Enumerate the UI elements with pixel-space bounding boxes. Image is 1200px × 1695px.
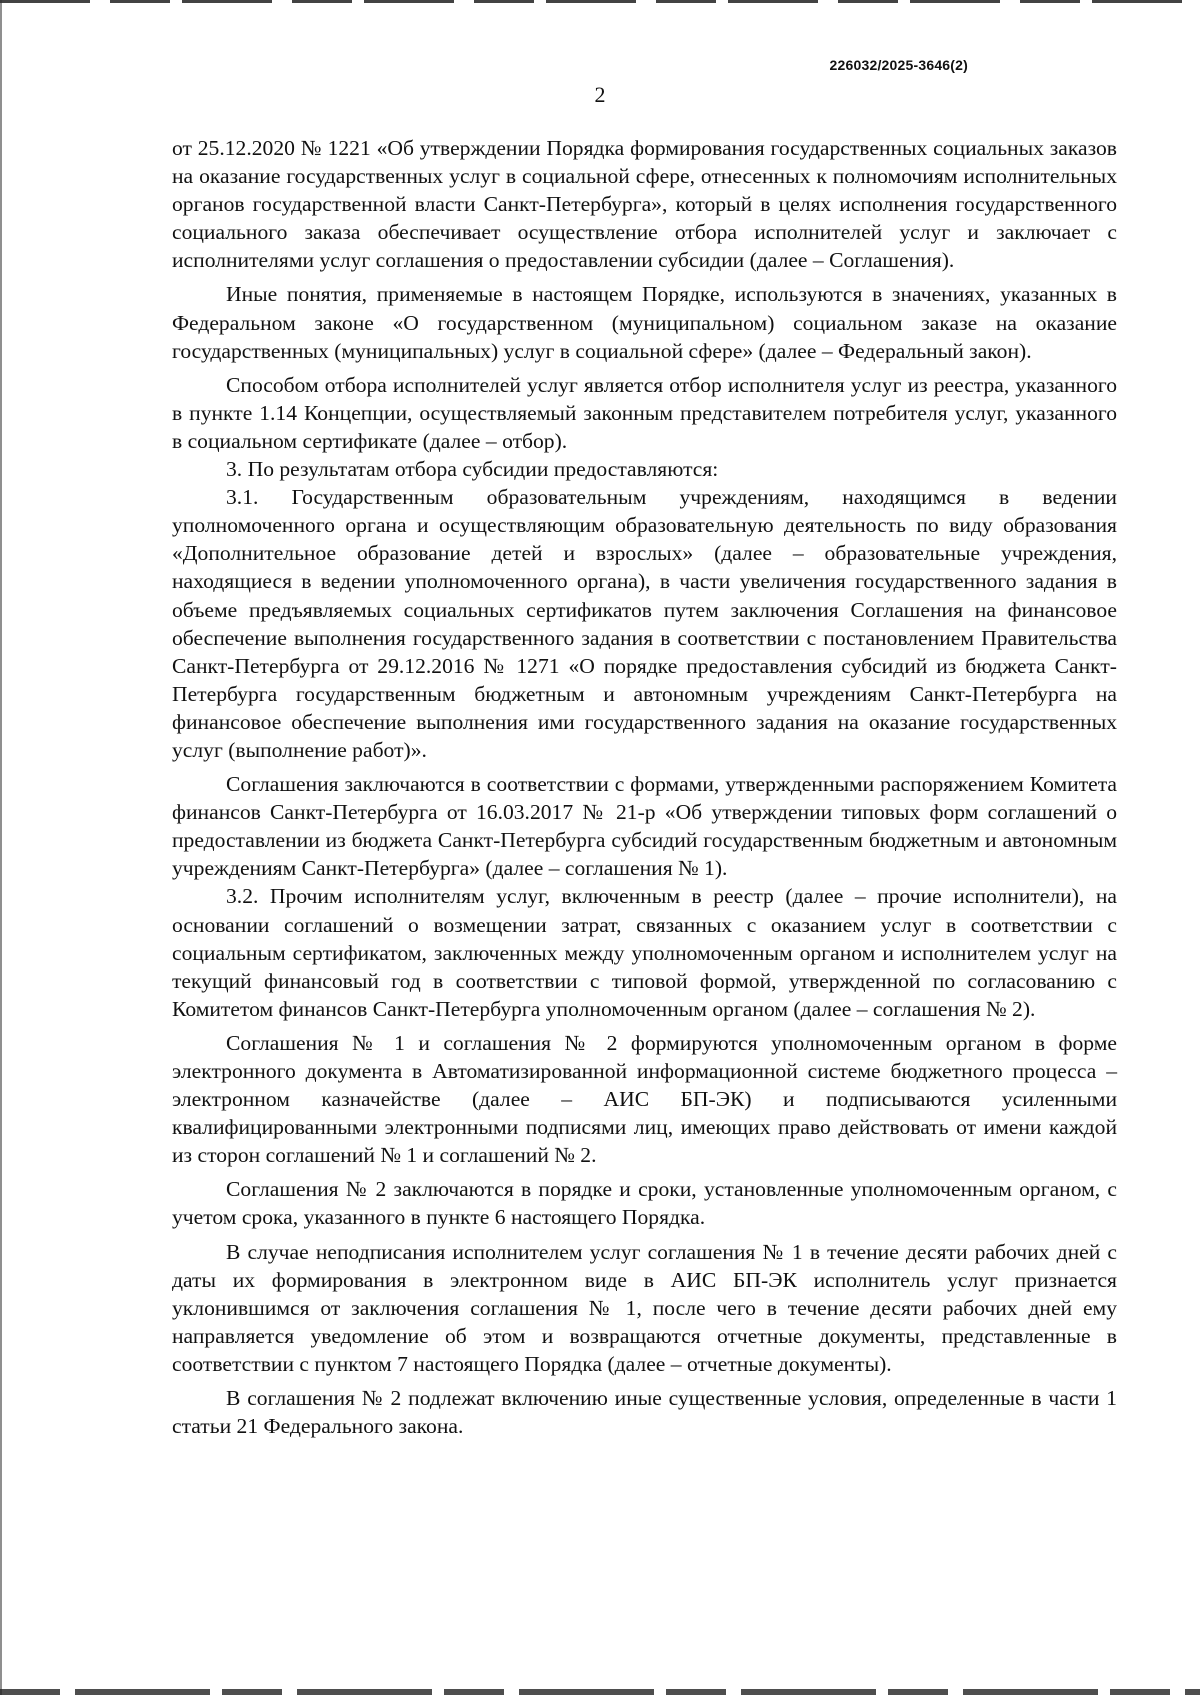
scan-edge-left: [0, 0, 2, 1695]
paragraph: 3.2. Прочим исполнителям услуг, включенным в реестр (далее – прочие исполнители), на основании соглашений о возмещении затрат, связанных с оказанием услуг в соответствии с социальным сертификатом, заключенных между уполномоченным органом и исполнителем услуг на текущий финансовый год в соответствии с типовой формой, утвержденной по согласованию с Комитетом финансов Санкт-Петербурга уполномоченным органом (далее – соглашения № 2).: [172, 884, 1117, 1021]
paragraph: Иные понятия, применяемые в настоящем Порядке, используются в значениях, указанных в Федеральном законе «О государственном (муниципальном) социальном заказе на оказание государственных (муниципальных) услуг в социальной сфере» (далее – Федеральный закон).: [172, 282, 1117, 363]
document-body: [172, 134, 1117, 1440]
paragraph: Соглашения № 1 и соглашения № 2 формируются уполномоченным органом в форме электронного документа в Автоматизированной информационной системе бюджетного процесса – электронном казначействе (далее – АИС БП-ЭК) и подписываются усиленными квалифицированными электронными подписями лиц, имеющих право действовать от имени каждой из сторон соглашений № 1 и соглашений № 2.: [172, 1030, 1117, 1168]
scan-edge-top: [0, 0, 1200, 3]
paragraph: Способом отбора исполнителей услуг является отбор исполнителя услуг из реестра, указанного в пункте 1.14 Концепции, осуществляемый законным представителем потребителя услуг, указанного в социальном сертификате (далее – отбор).: [172, 372, 1117, 453]
paragraph: 3.1. Государственным образовательным учреждениям, находящимся в ведении уполномоченного органа и осуществляющим образовательную деятельность по виду образования «Дополнительное образование детей и взрослых» (далее – образовательные учреждения, находящиеся в ведении уполномоченного органа), в части увеличения государственного задания в объеме предъявляемых социальных сертификатов путем заключения Соглашения на финансовое обеспечение выполнения государственного задания в соответствии с постановлением Правительства Санкт-Петербурга от 29.12.2016 № 1271 «О порядке предоставления субсидий из бюджета Санкт-Петербурга государственным бюджетным и автономным учреждениям Санкт-Петербурга на финансовое обеспечение выполнения ими государственного задания на оказание государственных услуг (выполнение работ)».: [172, 485, 1117, 762]
registration-number: 226032/2025-3646(2): [829, 57, 968, 73]
paragraph: от 25.12.2020 № 1221 «Об утверждении Порядка формирования государственных социальных заказов на оказание государственных услуг в социальной сфере, отнесенных к полномочиям исполнительных органов государственной власти Санкт-Петербурга», который в целях исполнения государственного социального заказа обеспечивает осуществление отбора исполнителей услуг и заключает с исполнителями услуг соглашения о предоставлении субсидии (далее – Соглашения).: [172, 136, 1117, 273]
scan-edge-bottom: [0, 1689, 1200, 1695]
paragraph: В случае неподписания исполнителем услуг соглашения № 1 в течение десяти рабочих дней с даты их формирования в электронном виде в АИС БП-ЭК исполнитель услуг признается уклонившимся от заключения соглашения № 1, после чего в течение десяти рабочих дней ему направляется уведомление об этом и возвращаются отчетные документы, представленные в соответствии с пунктом 7 настоящего Порядка (далее – отчетные документы).: [172, 1239, 1117, 1376]
paragraph: Соглашения № 2 заключаются в порядке и сроки, установленные уполномоченным органом, с учетом срока, указанного в пункте 6 настоящего Порядка.: [172, 1177, 1117, 1230]
paragraph: Соглашения заключаются в соответствии с формами, утвержденными распоряжением Комитета финансов Санкт-Петербурга от 16.03.2017 № 21-р «Об утверждении типовых форм соглашений о предоставлении из бюджета Санкт-Петербурга субсидий государственным бюджетным и автономным учреждениям Санкт-Петербурга» (далее – соглашения № 1).: [172, 772, 1117, 881]
paragraph: В соглашения № 2 подлежат включению иные существенные условия, определенные в части 1 статьи 21 Федерального закона.: [172, 1386, 1117, 1439]
paragraph: 3. По результатам отбора субсидии предоставляются:: [226, 457, 719, 482]
page-number: 2: [594, 82, 606, 107]
